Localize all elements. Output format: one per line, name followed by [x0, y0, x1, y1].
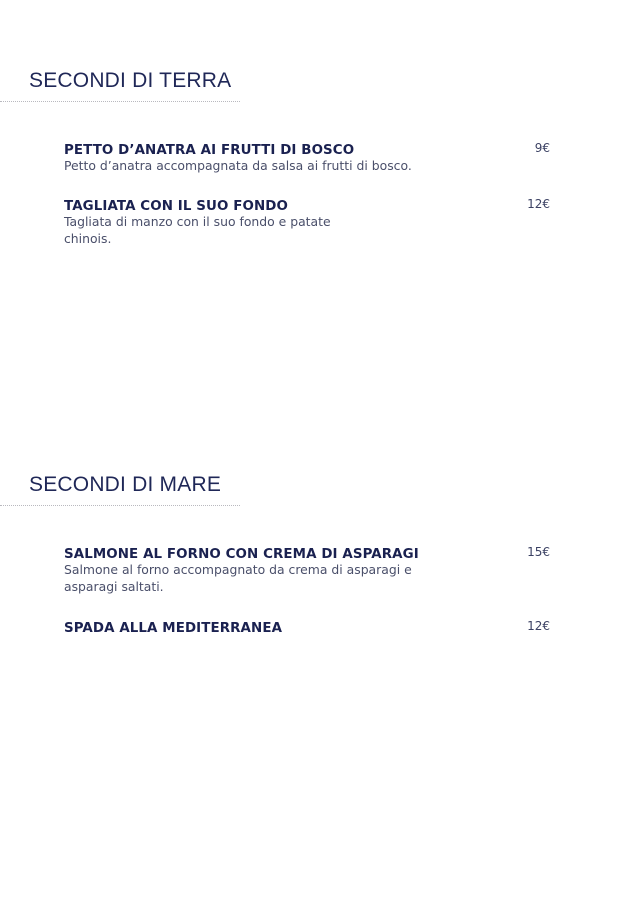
item-name: SALMONE AL FORNO CON CREMA DI ASPARAGI: [64, 547, 419, 562]
item-price: 9€: [534, 141, 550, 155]
item-description: Tagliata di manzo con il suo fondo e patate chinois.: [64, 214, 331, 246]
section-title: SECONDI DI MARE: [29, 473, 222, 496]
section-title: SECONDI DI TERRA: [29, 69, 232, 92]
item-name: TAGLIATA CON IL SUO FONDO: [64, 199, 288, 214]
item-description: Petto d’anatra accompagnata da salsa ai frutti di bosco.: [64, 158, 412, 173]
item-name: PETTO D’ANATRA AI FRUTTI DI BOSCO: [64, 143, 355, 158]
item-name: SPADA ALLA MEDITERRANEA: [64, 621, 283, 636]
item-price: 12€: [527, 619, 550, 633]
section-divider: [0, 505, 240, 506]
item-description: Salmone al forno accompagnato da crema di asparagi e asparagi saltati.: [64, 562, 412, 594]
section-divider: [0, 101, 240, 102]
item-price: 15€: [527, 545, 550, 559]
item-price: 12€: [527, 197, 550, 211]
